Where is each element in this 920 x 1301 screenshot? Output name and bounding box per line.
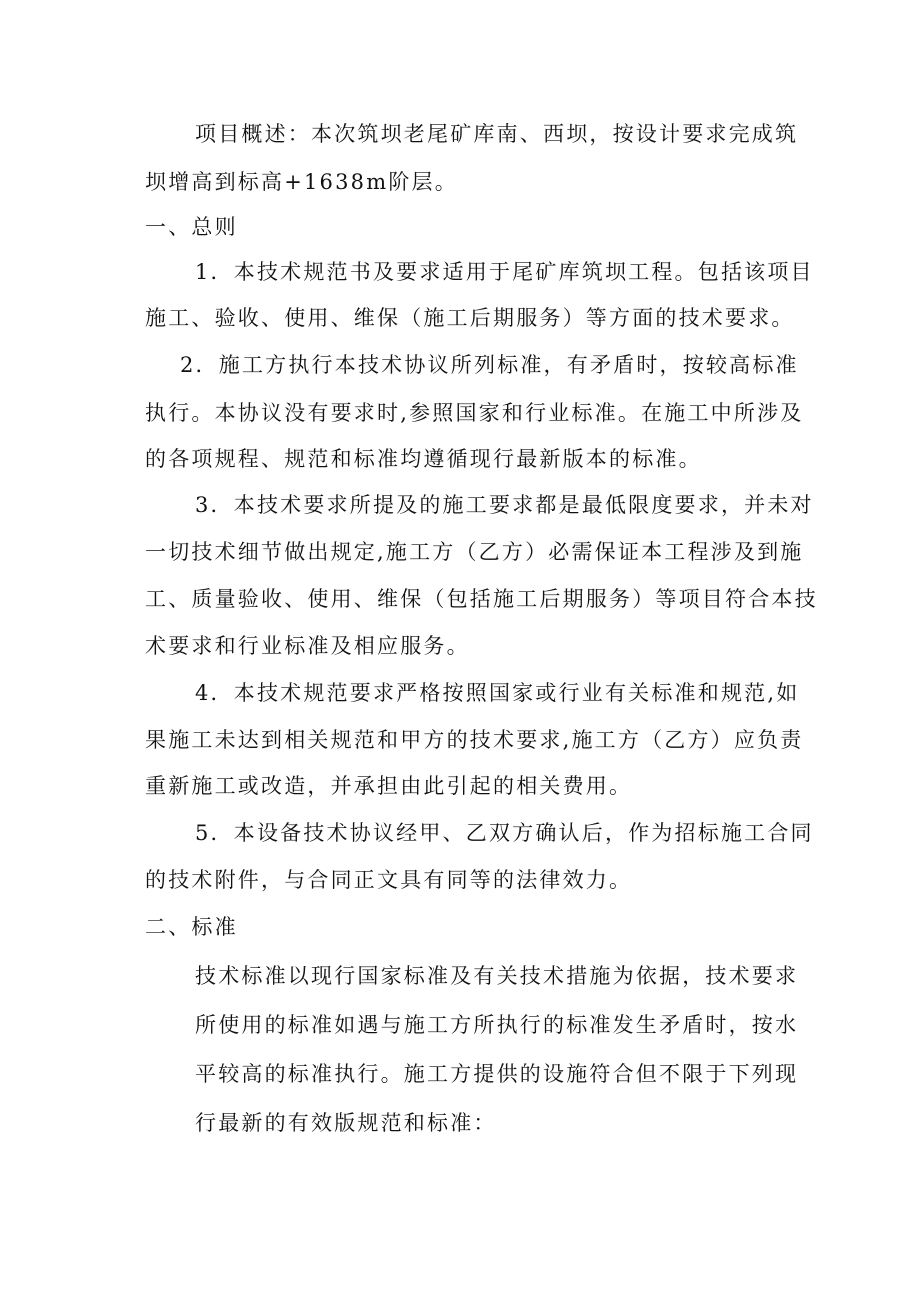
section-2-heading: 二、标准 [145,915,238,939]
clause-2-line-3: 的各项规程、规范和标准均遵循现行最新版本的标准。 [145,447,702,471]
clause-4-line-1: 4．本技术规范要求严格按照国家或行业有关标准和规范,如 [195,681,800,705]
clause-3-line-3: 工、质量验收、使用、维保（包括施工后期服务）等项目符合本技 [145,587,818,611]
clause-2-line-1: 2．施工方执行本技术协议所列标准，有矛盾时，按较高标准 [180,353,799,377]
clause-5-line-1: 5．本设备技术协议经甲、乙双方确认后，作为招标施工合同 [195,821,814,845]
clause-2-line-2: 执行。本协议没有要求时,参照国家和行业标准。在施工中所涉及 [145,401,804,425]
overview-line-2: 坝增高到标高+1638m阶层。 [145,170,458,194]
clause-5-line-2: 的技术附件，与合同正文具有同等的法律效力。 [145,868,633,892]
clause-1-line-1: 1．本技术规范书及要求适用于尾矿库筑坝工程。包括该项目 [195,260,814,284]
standards-line-1: 技术标准以现行国家标准及有关技术措施为依据，技术要求 [195,964,799,988]
clause-1-line-2: 施工、验收、使用、维保（施工后期服务）等方面的技术要求。 [145,306,795,330]
clause-3-line-2: 一切技术细节做出规定,施工方（乙方）必需保证本工程涉及到施 [145,540,804,564]
overview-line-1: 项目概述：本次筑坝老尾矿库南、西坝，按设计要求完成筑 [195,122,799,146]
standards-line-3: 平较高的标准执行。施工方提供的设施符合但不限于下列现 [195,1062,799,1086]
section-1-heading: 一、总则 [145,215,238,239]
clause-4-line-3: 重新施工或改造，并承担由此引起的相关费用。 [145,774,633,798]
clause-3-line-1: 3．本技术要求所提及的施工要求都是最低限度要求，并未对 [195,493,814,517]
standards-line-4: 行最新的有效版规范和标准： [195,1111,497,1135]
clause-3-line-4: 术要求和行业标准及相应服务。 [145,634,470,658]
standards-line-2: 所使用的标准如遇与施工方所执行的标准发生矛盾时，按水 [195,1013,799,1037]
clause-4-line-2: 果施工未达到相关规范和甲方的技术要求,施工方（乙方）应负责 [145,728,804,752]
